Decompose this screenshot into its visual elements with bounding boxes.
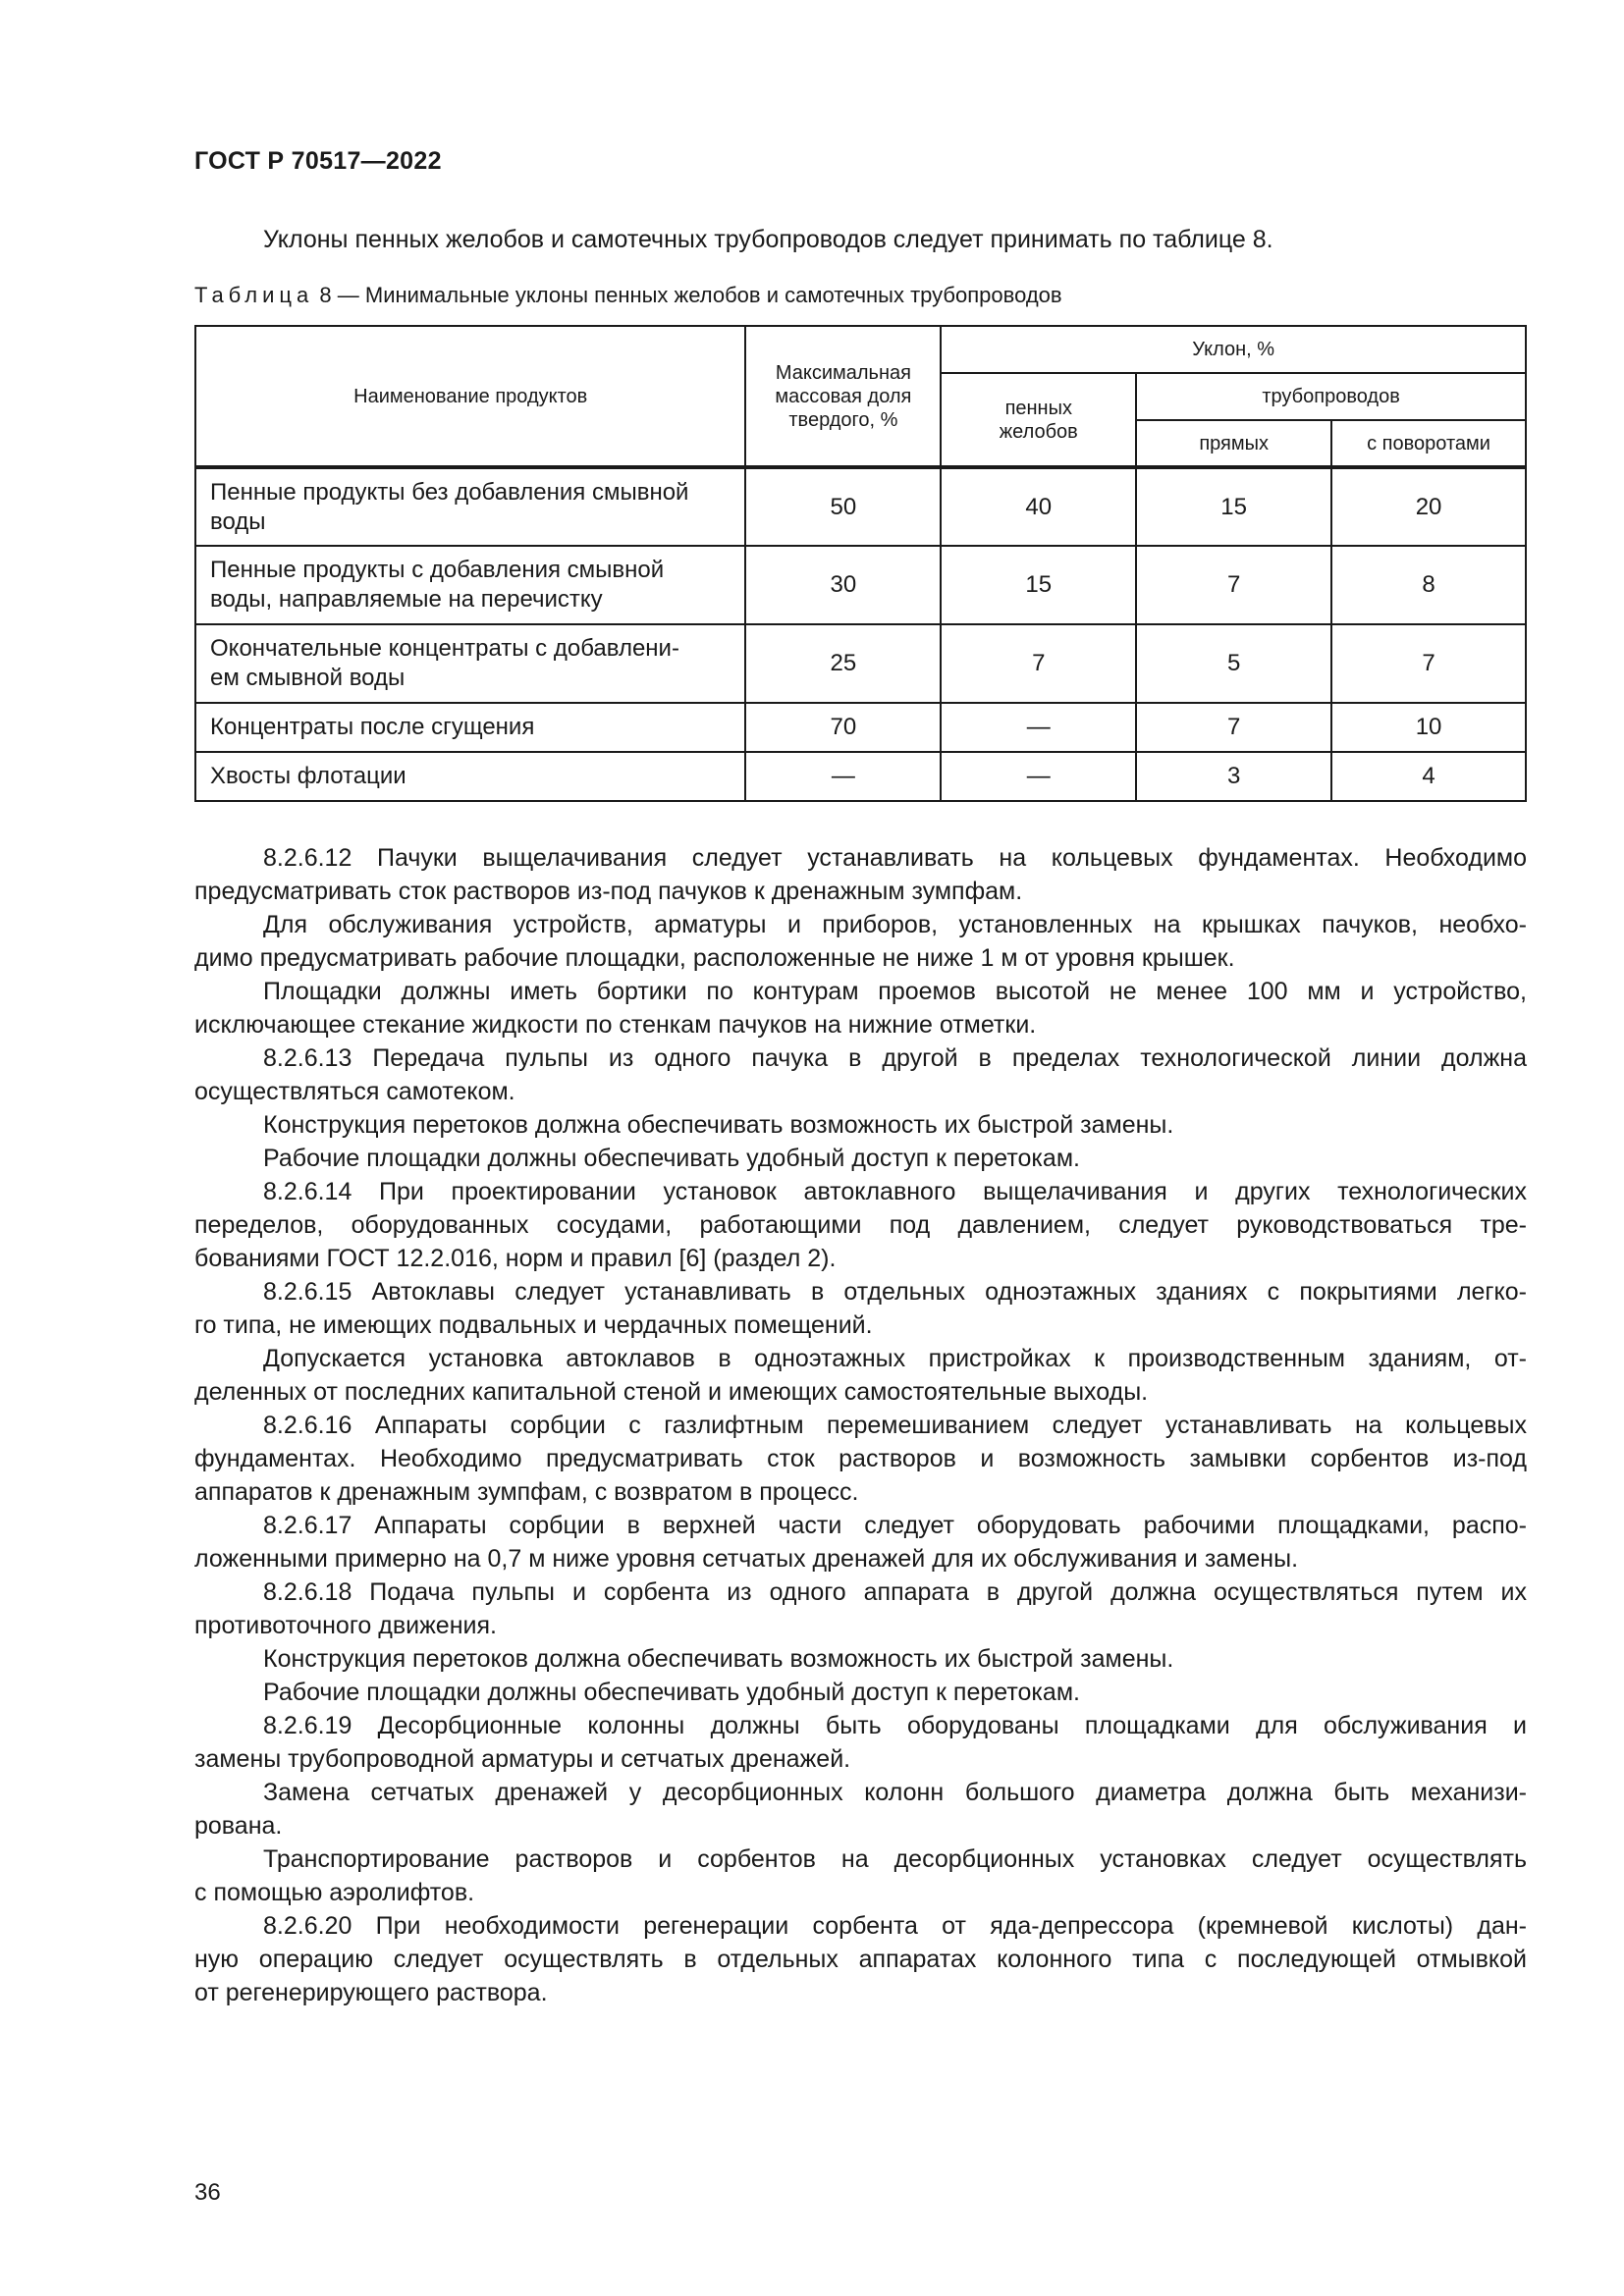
cell-turns-slope: 8	[1331, 546, 1526, 624]
cell-product-name-line: ем смывной воды	[210, 665, 406, 691]
cell-foam-slope: 15	[941, 546, 1136, 624]
table-row	[195, 752, 1526, 801]
header-foam-troughs	[941, 373, 1136, 467]
text-line: Рабочие площадки должны обеспечивать удобный доступ к перетокам.	[263, 1145, 1080, 1172]
header-max-fraction-line: массовая доля	[775, 385, 912, 407]
cell-max-fraction: —	[745, 752, 941, 801]
header-foam-line: пенных	[1004, 397, 1072, 419]
cell-max-fraction: 25	[745, 624, 941, 703]
text-line: 8.2.6.14 При проектировании установок автоклавного выщелачивания и других технологических	[263, 1178, 1527, 1205]
page-number: 36	[194, 2179, 221, 2206]
text-line: рована.	[194, 1812, 283, 1840]
table-caption-number: 8	[319, 283, 332, 307]
header-max-fraction-line: Максимальная	[775, 361, 911, 384]
header-max-fraction	[745, 326, 941, 467]
cell-straight-slope: 5	[1136, 624, 1331, 703]
text-line: Допускается установка автоклавов в одноэтажных пристройках к производственным зданиям, от-	[263, 1345, 1527, 1372]
header-slope: Уклон, %	[941, 326, 1526, 373]
text-line: осуществляться самотеком.	[194, 1078, 515, 1105]
intro-paragraph: Уклоны пенных желобов и самотечных трубопроводов следует принимать по таблице 8.	[263, 226, 1273, 253]
body-text	[194, 841, 1527, 2009]
text-line: 8.2.6.19 Десорбционные колонны должны быть оборудованы площадками для обслуживания и	[263, 1712, 1527, 1739]
text-line: деленных от последних капитальной стеной и имеющих самостоятельные выходы.	[194, 1378, 1149, 1406]
text-line: Конструкция перетоков должна обеспечивать возможность их быстрой замены.	[263, 1645, 1174, 1673]
text-line: с помощью аэролифтов.	[194, 1879, 475, 1906]
header-foam-line: желобов	[999, 420, 1078, 443]
text-line: 8.2.6.20 При необходимости регенерации сорбента от яда-депрессора (кремневой кислоты) дан-	[263, 1912, 1527, 1940]
text-line: от регенерирующего раствора.	[194, 1979, 548, 2006]
cell-product-name-line: воды, направляемые на перечистку	[210, 586, 603, 613]
cell-product-name: Концентраты после сгущения	[195, 703, 745, 752]
text-line: 8.2.6.13 Передача пульпы из одного пачука в другой в пределах технологической линии должна	[263, 1044, 1527, 1072]
cell-foam-slope: —	[941, 752, 1136, 801]
text-line: предусматривать сток растворов из-под пачуков к дренажным зумпфам.	[194, 878, 1023, 905]
text-line: ную операцию следует осуществлять в отдельных аппаратах колонного типа с последующей отмывкой	[194, 1946, 1527, 1973]
text-line: замены трубопроводной арматуры и сетчатых дренажей.	[194, 1745, 851, 1773]
cell-straight-slope: 15	[1136, 467, 1331, 546]
table-caption-label: Таблица	[194, 283, 314, 307]
cell-product-name	[195, 467, 745, 546]
text-line: 8.2.6.16 Аппараты сорбции с газлифтным перемешиванием следует устанавливать на кольцевых	[263, 1412, 1527, 1439]
text-line: Площадки должны иметь бортики по контурам проемов высотой не менее 100 мм и устройство,	[263, 978, 1527, 1005]
header-max-fraction-line: твердого, %	[788, 408, 898, 431]
document-code: ГОСТ Р 70517—2022	[194, 147, 442, 175]
cell-product-name	[195, 624, 745, 703]
cell-straight-slope: 7	[1136, 703, 1331, 752]
text-line: фундаментах. Необходимо предусматривать сток растворов и возможность замывки сорбентов из-под	[194, 1445, 1527, 1472]
text-line: Конструкция перетоков должна обеспечивать возможность их быстрой замены.	[263, 1111, 1174, 1139]
text-line: 8.2.6.12 Пачуки выщелачивания следует устанавливать на кольцевых фундаментах. Необходимо	[263, 844, 1527, 872]
text-line: 8.2.6.17 Аппараты сорбции в верхней части следует оборудовать рабочими площадками, распо-	[263, 1512, 1527, 1539]
cell-product-name: Хвосты флотации	[195, 752, 745, 801]
text-line: аппаратов к дренажным зумпфам, с возвратом в процесс.	[194, 1478, 859, 1506]
text-line: бованиями ГОСТ 12.2.016, норм и правил [6] (раздел 2).	[194, 1245, 837, 1272]
table-row	[195, 467, 1526, 546]
cell-max-fraction: 30	[745, 546, 941, 624]
text-line: 8.2.6.18 Подача пульпы и сорбента из одного аппарата в другой должна осуществляться путем их	[263, 1578, 1527, 1606]
header-product-name: Наименование продуктов	[195, 326, 745, 467]
cell-straight-slope: 7	[1136, 546, 1331, 624]
text-line: Транспортирование растворов и сорбентов на десорбционных установках следует осуществлять	[263, 1845, 1527, 1873]
cell-foam-slope: —	[941, 703, 1136, 752]
text-line: противоточного движения.	[194, 1612, 497, 1639]
text-line: димо предусматривать рабочие площадки, расположенные не ниже 1 м от уровня крышек.	[194, 944, 1235, 972]
cell-product-name-line: Окончательные концентраты с добавлени-	[210, 635, 679, 662]
cell-straight-slope: 3	[1136, 752, 1331, 801]
text-line: 8.2.6.15 Автоклавы следует устанавливать в отдельных одноэтажных зданиях с покрытиями легко-	[263, 1278, 1527, 1306]
table-caption	[194, 283, 1062, 308]
cell-turns-slope: 4	[1331, 752, 1526, 801]
cell-turns-slope: 10	[1331, 703, 1526, 752]
cell-product-name-line: Пенные продукты без добавления смывной	[210, 478, 689, 506]
cell-product-name-line: Пенные продукты с добавления смывной	[210, 557, 665, 583]
cell-max-fraction: 70	[745, 703, 941, 752]
text-line: ложенными примерно на 0,7 м ниже уровня сетчатых дренажей для их обслуживания и замены.	[194, 1545, 1299, 1573]
cell-turns-slope: 7	[1331, 624, 1526, 703]
cell-max-fraction: 50	[745, 467, 941, 546]
text-line: переделов, оборудованных сосудами, работающими под давлением, следует руководствоваться тре-	[194, 1211, 1527, 1239]
table-header-row	[195, 326, 1526, 373]
cell-turns-slope: 20	[1331, 467, 1526, 546]
table-row	[195, 546, 1526, 624]
cell-product-name-line: воды	[210, 507, 266, 535]
table-row	[195, 703, 1526, 752]
text-line: Замена сетчатых дренажей у десорбционных колонн большого диаметра должна быть механизи-	[263, 1779, 1527, 1806]
text-line: Для обслуживания устройств, арматуры и приборов, установленных на крышках пачуков, необхо-	[263, 911, 1527, 938]
cell-product-name	[195, 546, 745, 624]
slopes-table	[194, 325, 1527, 802]
text-line: го типа, не имеющих подвальных и чердачных помещений.	[194, 1311, 873, 1339]
cell-foam-slope: 7	[941, 624, 1136, 703]
table-caption-text: — Минимальные уклоны пенных желобов и самотечных трубопроводов	[337, 283, 1062, 307]
text-line: Рабочие площадки должны обеспечивать удобный доступ к перетокам.	[263, 1679, 1080, 1706]
header-straight: прямых	[1136, 420, 1331, 467]
table-row	[195, 624, 1526, 703]
header-with-turns: с поворотами	[1331, 420, 1526, 467]
cell-foam-slope: 40	[941, 467, 1136, 546]
text-line: исключающее стекание жидкости по стенкам пачуков на нижние отметки.	[194, 1011, 1037, 1039]
header-pipelines: трубопроводов	[1136, 373, 1526, 420]
